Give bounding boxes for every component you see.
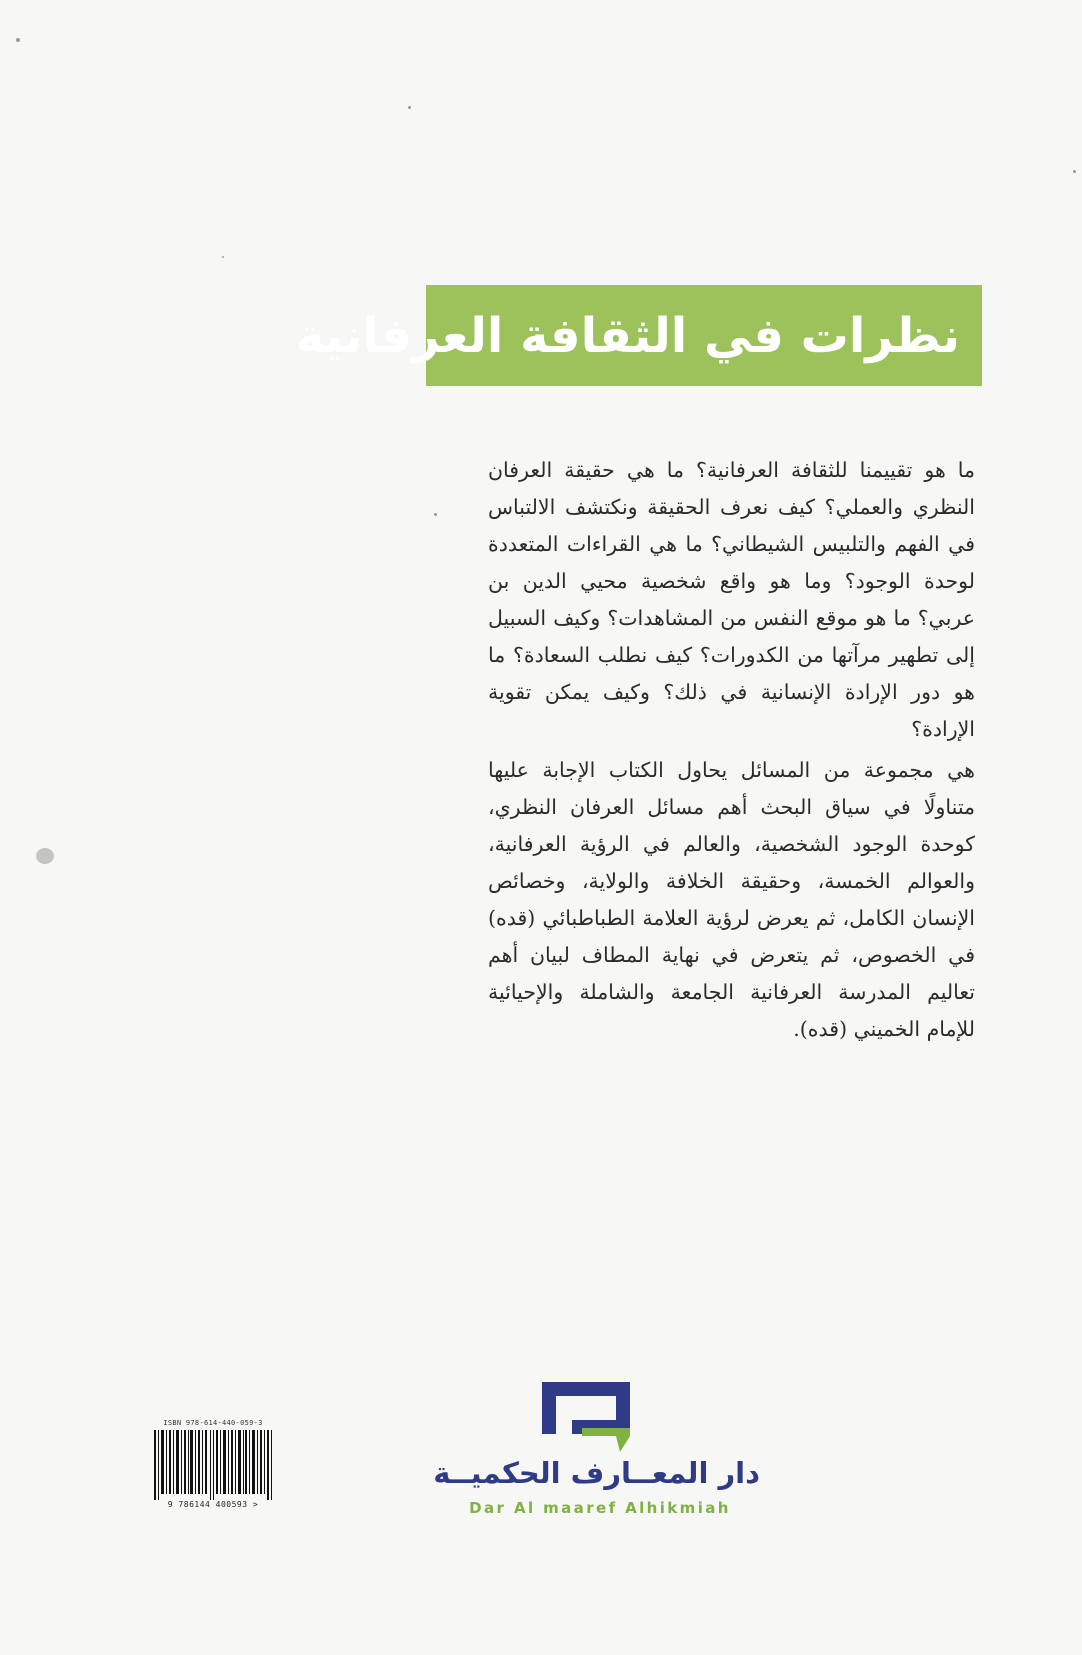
- title-band: [295, 285, 982, 386]
- paper-speck: [434, 513, 437, 516]
- paper-speck: [16, 38, 20, 42]
- isbn-label: ISBN 978-614-440-059-3: [163, 1419, 263, 1427]
- publisher-logo-icon: [538, 1376, 634, 1452]
- paper-speck: [408, 106, 411, 109]
- paper-speck: [1073, 170, 1076, 173]
- ean-number: 9 786144 400593 >: [167, 1500, 259, 1509]
- book-title: نظرات في الثقافة العرفانية: [295, 307, 960, 364]
- blurb-paragraph: هي مجموعة من المسائل يحاول الكتاب الإجابة عليها متناولًا في سياق البحث أهم مسائل العرفان النظري، كوحدة الوجود الشخصية، والعالم في الرؤية العرفانية، والعوالم الخمسة، وحقيقة الخلافة والولاية، وخصائص الإنسان الكامل، ثم يعرض لرؤية العلامة الطباطبائي (قده) في الخصوص، ثم يتعرض في نهاية المطاف لبيان أهم تعاليم المدرسة العرفانية الجامعة والشاملة والإحيائية للإمام الخميني (قده).: [488, 758, 975, 1041]
- paper-speck: [222, 256, 224, 258]
- blurb-text: [488, 452, 975, 1052]
- blurb-paragraph: ما هو تقييمنا للثقافة العرفانية؟ ما هي حقيقة العرفان النظري والعملي؟ كيف نعرف الحقيقة ونكتشف الالتباس في الفهم والتلبيس الشيطاني؟ ما هي القراءات المتعددة لوحدة الوجود؟ وما هو واقع شخصية محيي الدين بن عربي؟ ما هو موقع النفس من المشاهدات؟ وكيف السبيل إلى تطهير مرآتها من الكدورات؟ كيف نطلب السعادة؟ ما هو دور الإرادة الإنسانية في ذلك؟ وكيف يمكن تقوية الإرادة؟: [488, 458, 975, 741]
- barcode-icon: [152, 1430, 274, 1500]
- barcode: [152, 1418, 274, 1514]
- paper-speck: [36, 848, 54, 864]
- publisher-name-english: Dar Al maaref Alhikmiah: [469, 1499, 731, 1517]
- publisher-name-arabic: دار المعــارف الحكميــة: [433, 1456, 760, 1490]
